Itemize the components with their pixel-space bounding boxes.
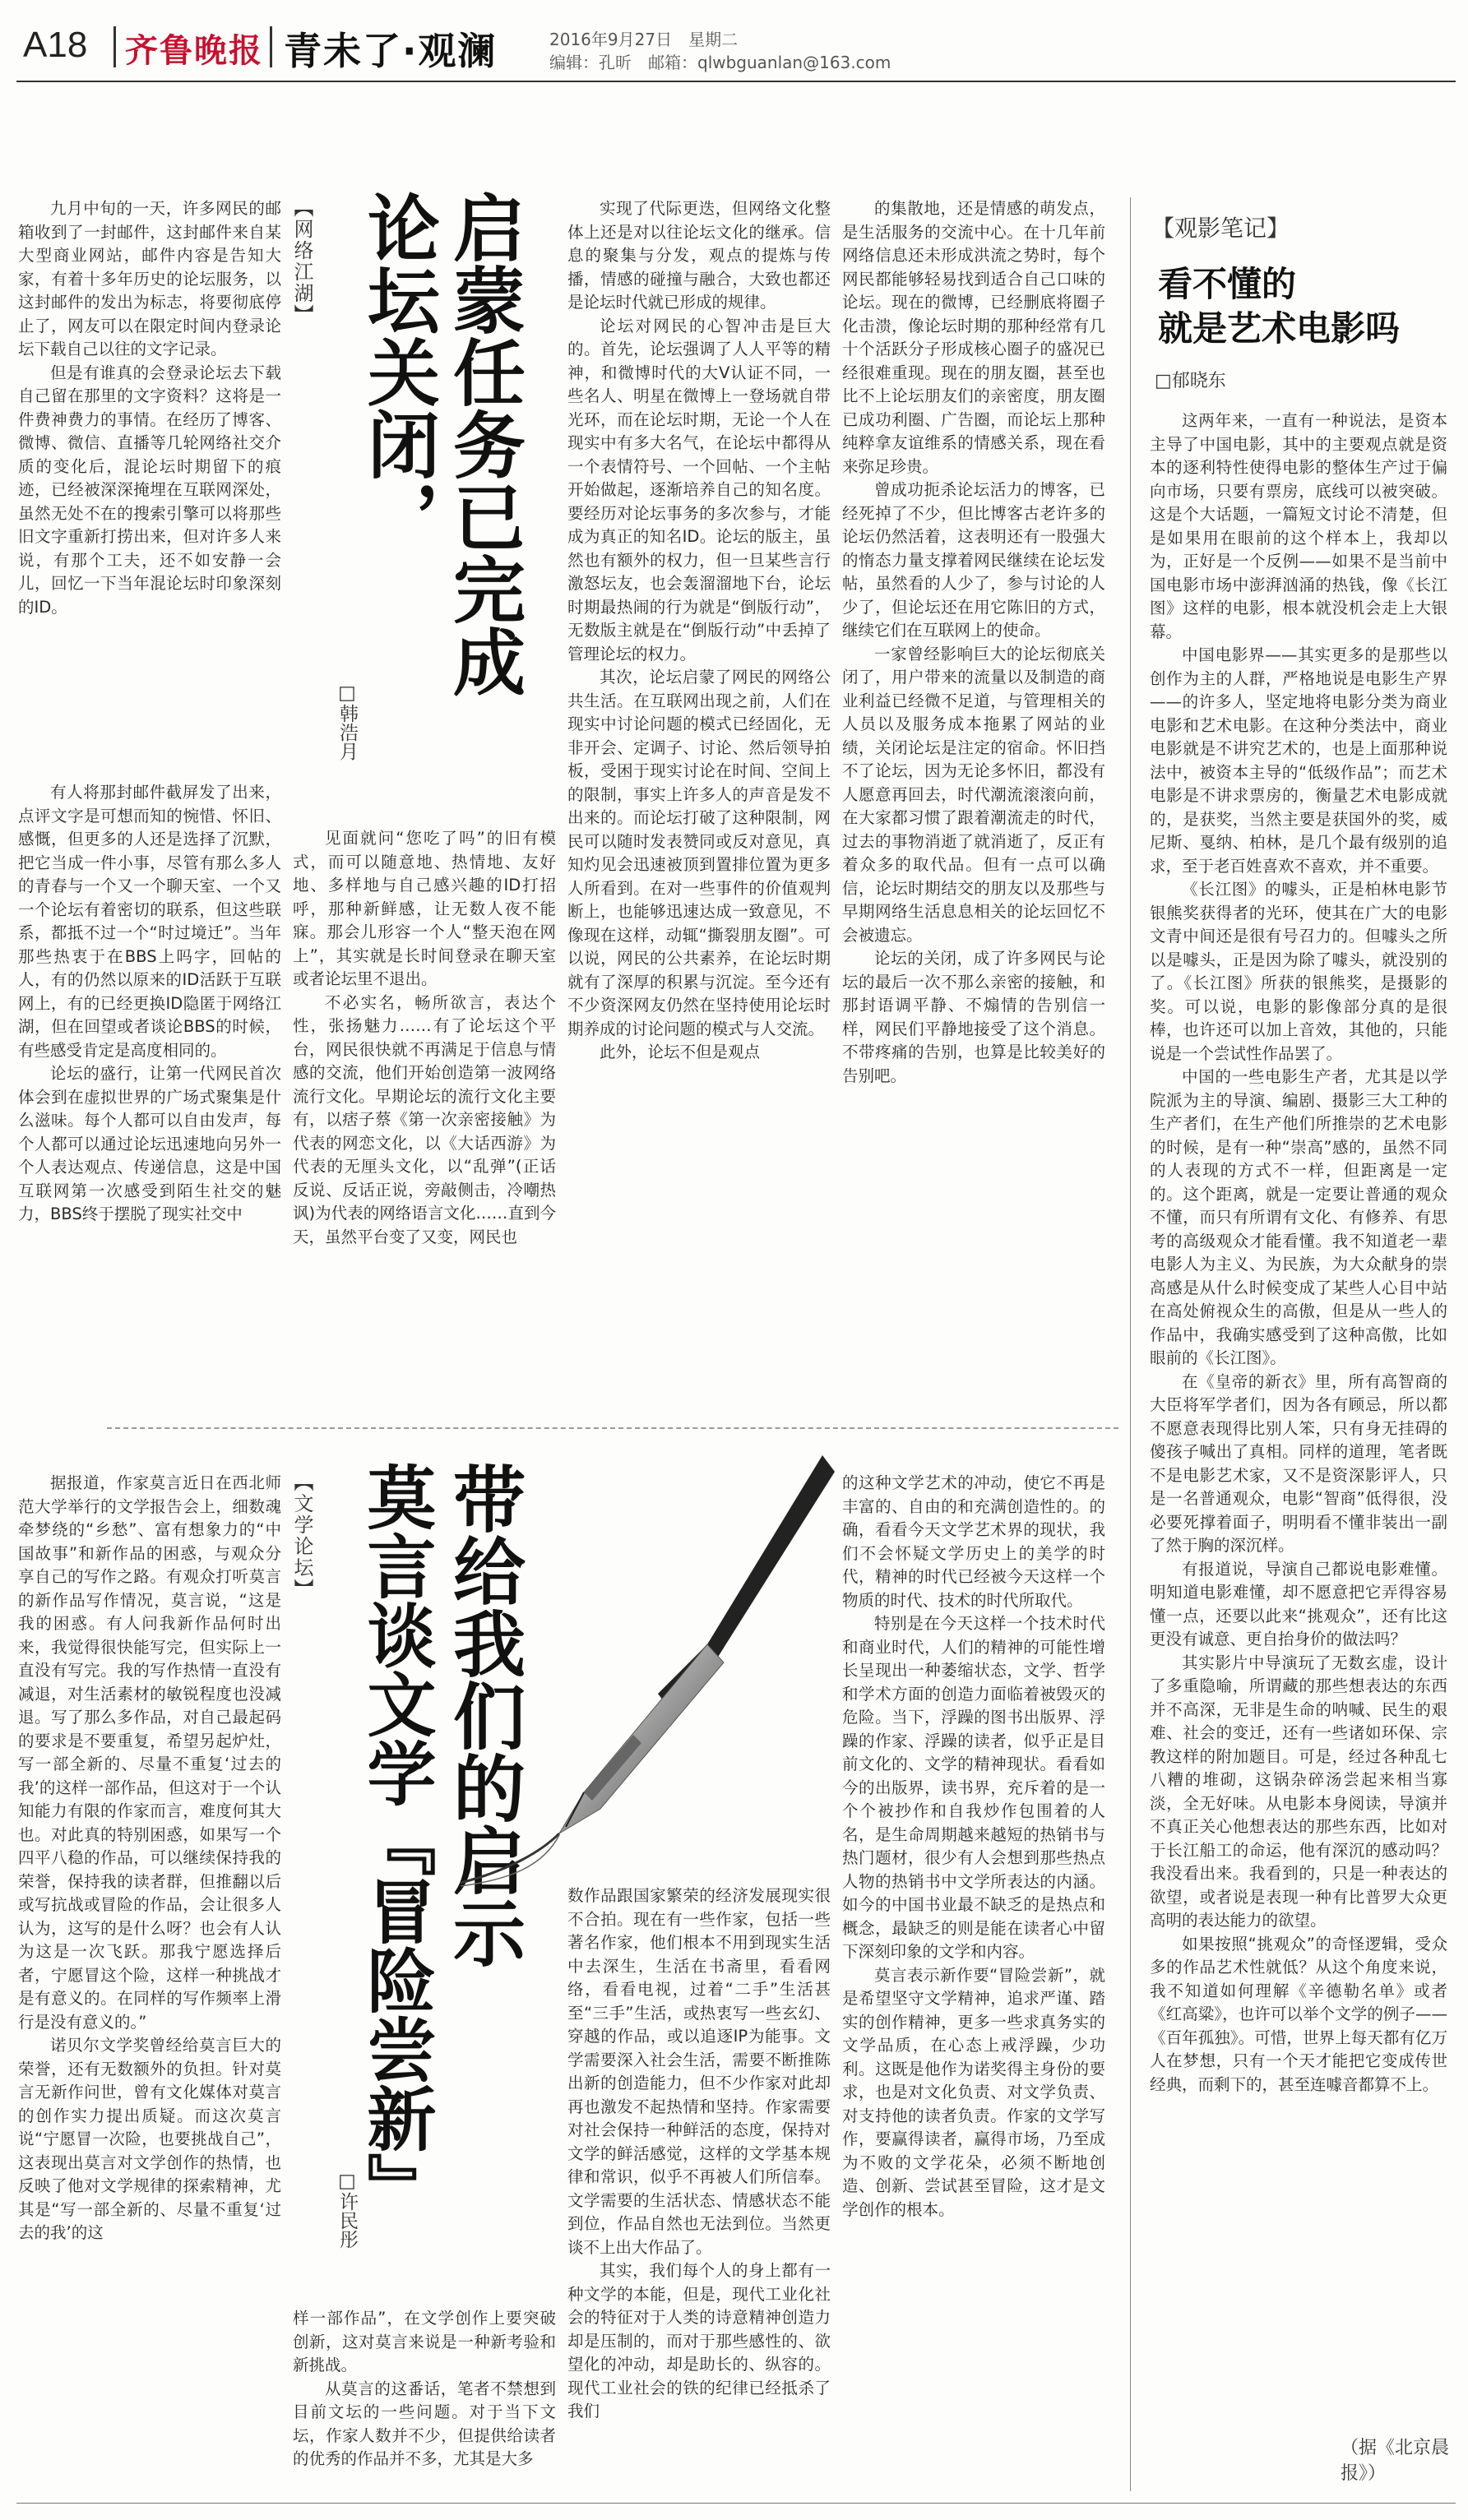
article2-paragraph: 中国的一些电影生产者，尤其是以学院派为主的导演、编剧、摄影三大工种的生产者们，在生产他们所推崇的艺术电影的时候，是有一种“崇高”感的，虽然不同的人表现的方式不一样，但距离是一定的。这个距离，就是一定要让普通的观众不懂，而只有所谓有文化、有修养、有思考的高级观众才能看懂。我不知道老一辈电影人为主义、为民族，为大众献身的崇高感是从什么时候变成了某些人心目中站在高处俯视众生的高傲，但是从一些人的作品中，我确实感受到了这种高傲，比如眼前的《长江图》。 — [1150, 1067, 1447, 1367]
article3-paragraph: 其实，我们每个人的身上都有一种文学的本能，但是，现代工业化社会的特征对于人类的诗意精神创造力却是压制的，而对于那些感性的、欲望化的冲动，却是助长的、纵容的。现代工业社会的铁的纪律已经抵杀了我们 — [567, 2261, 831, 2421]
article3-paragraph: 从莫言的这番话，笔者不禁想到目前文坛的一些问题。对于当下文坛，作家人数并不少，但提供给读者的优秀的作品并不多，尤其是大多 — [293, 2379, 556, 2468]
article2-paragraph: 《长江图》的噱头，正是柏林电影节银熊奖获得者的光环，使其在广大的电影文青中间还是很有号召力的。但噱头之所以是噱头，正是因为除了噱头，就没别的了。《长江图》所获的银熊奖，是摄影的奖。可以说，电影的影像部分真的是很棒，也许还可以加上音效，其他的，只能说是一个尝试性作品罢了。 — [1150, 880, 1447, 1063]
article1-paragraph: 其次，论坛启蒙了网民的网络公共生活。在互联网出现之前，人们在现实中讨论问题的模式已经固化，无非开会、定调子、讨论、然后领导拍板，受困于现实讨论在时间、空间上的限制，事实上许多人的声音是发不出来的。而论坛打破了这种限制，网民可以随时发表赞同或反对意见，真知灼见会迅速被顶到置排位置为更多人所看到。在对一些事件的价值观判断上，也能够迅速达成一致意见，不像现在这样，动辄“撕裂朋友圈”。可以说，网民的公共素养，在论坛时期就有了深厚的积累与沉淀。至今还有不少资深网友仍然在坚持使用论坛时期养成的讨论问题的模式与人交流。 — [567, 668, 831, 1038]
article1-paragraph: 但是有谁真的会登录论坛去下载自己留在那里的文字资料？这将是一件费神费力的事情。在经历了博客、微博、微信、直播等几轮网络社交介质的变化后，混论坛时期留下的痕迹，已经被深深掩埋在互联网深处，虽然无处不在的搜索引擎可以将那些旧文字重新打捞出来，但对许多人来说，有那个工夫，还不如安静一会儿，回忆一下当年混论坛时印象深刻的ID。 — [18, 363, 281, 617]
article2-paragraph: 其实影片中导演玩了无数玄虚，设计了多重隐喻，所谓藏的那些想表达的东西并不高深，无非是生命的呐喊、民生的艰难、社会的变迁，还有一些诸如环保、宗教这样的附加题目。可是，经过各种乱七八糟的堆砌，这锅杂碎汤尝起来相当寡淡，全无好味。从电影本身阅读，导演并不真正关心他想表达的那些东西，比如对于长江船工的命运，他有深沉的感动吗？我没看出来。我看到的，只是一种表达的欲望，或者说是表现一种有比普罗大众更高明的表达能力的欲望。 — [1150, 1653, 1447, 1930]
article3-paragraph: 的这种文学艺术的冲动，使它不再是丰富的、自由的和充满创造性的。的确，看看今天文学艺术界的现状，我们不会怀疑文学历史上的美学的时代，精神的时代已经被今天这样一个物质的时代、技术的时代所取代。 — [842, 1473, 1105, 1610]
article2-tag: 【观影笔记】 — [1151, 215, 1290, 242]
article2-paragraph: 在《皇帝的新衣》里，所有高智商的大臣将军学者们，因为各有顾忌，所以都不愿意表现得比别人笨，只有身无挂碍的傻孩子喊出了真相。同样的道理，笔者既不是电影艺术家，又不是资深影评人，只是一名普通观众，电影“智商”低得很，没必要死撑着面子，明明看不懂非装出一副了然于胸的深沉样。 — [1150, 1371, 1447, 1555]
article1-paragraph: 有人将那封邮件截屏发了出来，点评文字是可想而知的惋惜、怀旧、感慨，但更多的人还是选择了沉默，把它当成一件小事，尽管有那么多人的青春与一个又一个聊天室、一个又一个论坛有着密切的联系，但这些联系，都抵不过一个“时过境迁”。当年那些热衷于在BBS上吗字，回帖的人，有的仍然以原来的ID活跃于互联网上，有的已经更换ID隐匿于网络江湖，但在回望或者谈论BBS的时候，有些感受肯定是高度相同的。 — [18, 783, 281, 1060]
article3-paragraph: 莫言表示新作要“冒险尝新”，就是希望坚守文学精神，追求严谨、踏实的创作精神，更多一些求真务实的文学品质，在心态上戒浮躁，少功利。这既是他作为诺奖得主身份的要求，也是对文化负责、对文学负责、对支持他的读者负责。作家的文学写作，要赢得读者，赢得市场，乃至成为不败的文学花朵，必须不断地创造、创新、尝试甚至冒险，这才是文学创作的根本。 — [842, 1965, 1105, 2219]
article1-title-line2: 论坛关闭， — [356, 191, 441, 553]
page-number: A18 — [23, 25, 88, 65]
section-title: 青未了·观澜 — [284, 29, 498, 73]
article2-title-line2: 就是艺术电影吗 — [1158, 308, 1401, 349]
article1-paragraph: 一家曾经影响巨大的论坛彻底关闭了，用户带来的流量以及制造的商业利益已经微不足道，与管理相关的人员以及服务成本拖累了网站的业绩，关闭论坛是注定的宿命。怀旧挡不了论坛，因为无论多怀旧，都没有人愿意再回去，时代潮流滚滚向前，在大家都习惯了跟着潮流走的时代，过去的事物消逝了就消逝了，反正有着众多的取代品。但有一点可以确信，论坛时期结交的朋友以及那些与早期网络生活息息相关的论坛回忆不会被遗忘。 — [842, 644, 1105, 945]
article1-col4 — [842, 197, 1105, 1413]
article3-col2-bottom — [293, 2307, 556, 2491]
article1-paragraph: 见面就问“您吃了吗”的旧有模式，而可以随意地、热情地、友好地、多样地与自己感兴趣的ID打招呼，那种新鲜感，让无数人夜不能寐。那会儿形容一个人“整天泡在网上”，其实就是长时间登录在聊天室或者论坛里不退出。 — [293, 829, 556, 988]
article2-paragraph: 这两年来，一直有一种说法，是资本主导了中国电影，其中的主要观点就是资本的逐利特性使得电影的整体生产过于偏向市场，只要有票房，底线可以被突破。这是个大话题，一篇短文讨论不清楚，但是如果用在眼前的这个样本上，我却以为，正好是一个反例——如果不是当前中国电影市场中澎湃汹涌的热钱，像《长江图》这样的电影，根本就没机会走上大银幕。 — [1150, 411, 1447, 641]
article3-paragraph: 样一部作品”，在文学创作上要突破创新，这对莫言来说是一种新考验和新挑战。 — [293, 2309, 556, 2374]
article1-author: □韩浩月 — [336, 682, 358, 761]
article2-author: □郁晓东 — [1155, 371, 1226, 391]
article1-paragraph: 九月中旬的一天，许多网民的邮箱收到了一封邮件，这封邮件来自某大型商业网站，邮件内容是告知大家，有着十多年历史的论坛服务，以这封邮件的发出为标志，将要彻底停止了，网友可以在限定时间内登录论坛下载自己以往的文字记录。 — [18, 199, 281, 358]
article1-paragraph: 论坛的盛行，让第一代网民首次体会到在虚拟世界的广场式聚集是什么滋味。每个人都可以自由发声，每个人都可以通过论坛迅速地向另外一个人表达观点、传递信息，这是中国互联网第一次感受到陌生社交的魅力，BBS终于摆脱了现实社交中 — [18, 1064, 281, 1223]
article1-col1-top — [18, 197, 281, 771]
article2-body — [1150, 409, 1447, 2422]
article3-paragraph: 诺贝尔文学奖曾经给莫言巨大的荣誉，还有无数额外的负担。针对莫言无新作问世，曾有文化媒体对莫言的创作实力提出质疑。而这次莫言说“宁愿冒一次险，也要挑战自己”，这表现出莫言对文学创作的热情，也反映了他对文学规律的探索精神，尤其是“写一部全新的、尽量不重复‘过去的我’的这 — [18, 2036, 281, 2242]
article1-tag: 【网络江湖】 — [290, 197, 313, 326]
issue-date: 2016年9月27日 星期二 — [549, 30, 739, 49]
article3-author: □许民彤 — [336, 2171, 358, 2249]
article1-paragraph: 论坛对网民的心智冲击是巨大的。首先，论坛强调了人人平等的精神，和微博时代的大V认证不同，一些名人、明星在微博上一登场就自带光环，而在论坛时期，无论一个人在现实中有多大名气，在论坛中都得从一个表情符号、一个回帖、一个主帖开始做起，逐渐培养自己的知名度。要经历对论坛事务的多次参与，才能成为真正的知名ID。论坛的版主，虽然也有额外的权力，但一旦某些言行激怒坛友，也会轰溜溜地下台，论坛时期最热闹的行为就是“倒版行动”，无数版主就是在“倒版行动”中丢掉了管理论坛的权力。 — [567, 316, 831, 664]
header-rule — [16, 81, 1456, 82]
article1-col3 — [567, 197, 831, 1413]
article-divider — [107, 1427, 1118, 1429]
article1-paragraph: 实现了代际更迭，但网络文化整体上还是对以往论坛文化的继承。信息的聚集与分发，观点的提炼与传播，情感的碰撞与融合，大致也都还是论坛时代就已形成的规律。 — [567, 199, 831, 312]
article2-paragraph: 如果按照“挑观众”的奇怪逻辑，受众多的作品艺术性就低？从这个角度来说，我不知道如何理解《辛德勒名单》或者《红高粱》，也许可以举个文学的例子——《百年孤独》。可惜，世界上每天都有亿万人在梦想，只有一个天才能把它变成传世经典，而剩下的，甚至连噱音都算不上。 — [1150, 1934, 1447, 2094]
article1-paragraph: 不必实名，畅所欲言，表达个性，张扬魅力……有了论坛这个平台，网民很快就不再满足于信息与情感的交流，他们开始创造第一波网络流行文化。早期论坛的流行文化主要有，以痞子蔡《第一次亲密接触》为代表的网恋文化，以《大话西游》为代表的无厘头文化，以“乱弹”(正话反说、反话正说，旁敲侧击，冷嘲热讽)为代表的网络语言文化……直到今天，虽然平台变了又变，网民也 — [293, 992, 556, 1246]
article3-tag: 【文学论坛】 — [290, 1472, 313, 1600]
footer-rule — [16, 2503, 1456, 2504]
article3-title-line1: 带给我们的启示 — [442, 1462, 526, 1968]
article3-paragraph: 据报道，作家莫言近日在西北师范大学举行的文学报告会上，细数魂牵梦绕的“乡愁”、富有想象力的“中国故事”和新作品的困惑，与观众分享自己的写作之路。有观众打听莫言的新作品写作情况，莫言说，“这是我的困惑。有人问我新作品何时出来，我觉得很快能写完，但实际上一直没有写完。我的写作热情一直没有减退，对生活素材的敏锐程度也没减退。写了那么多作品，对自己最起码的要求是不要重复，希望另起炉灶，写一部全新的、尽量不重复‘过去的我’的这样一部作品，但这对于一个认知能力有限的作家而言，难度何其大也。对此真的特别困惑，如果写一个四平八稳的作品，可以继续保持我的荣誉，保持我的读者群，但推翻以后或写抗战或冒险的作品，会让很多人认为，这写的是什么呀？也会有人认为这是一次飞跃。那我宁愿选择后者，宁愿冒这个险，这样一种挑战才是有意义的。在同样的写作频率上滑行是没有意义的。” — [18, 1473, 281, 2032]
fountain-pen-illustration — [461, 1447, 839, 1891]
article3-title-line2: 莫言谈文学『冒险尝新』 — [356, 1462, 437, 2222]
article2-paragraph: 有报道说，导演自己都说电影难懂。明知道电影难懂，却不愿意把它弄得容易懂一点，还要以此来“挑观众”，还有比这更没有诚意、更自抬身价的做法吗？ — [1150, 1559, 1447, 1648]
column-divider — [1130, 197, 1131, 2491]
header-divider — [270, 26, 272, 67]
article3-col3-bottom — [567, 1884, 831, 2491]
article1-paragraph: 的集散地，还是情感的萌发点，是生活服务的交流中心。在十几年前网络信息还未形成洪流之势时，每个网民都能够轻易找到适合自己口味的论坛。现在的微博，已经删底将圈子化击溃，像论坛时期的那种经常有几十个活跃分子形成核心圈子的盛况已经很难重现。现在的朋友圈，甚至也比不上论坛朋友们的亲密度，朋友圈已成功利圈、广告圈，而论坛上那种纯粹拿友谊维系的情感关系，现在看来弥足珍贵。 — [842, 199, 1105, 476]
article3-col4 — [842, 1472, 1105, 2491]
article1-paragraph: 曾成功扼杀论坛活力的博客，已经死掉了不少，但比博客古老许多的论坛仍然活着，这表明还有一股强大的惰态力量支撑着网民继续在论坛发帖，虽然看的人少了，参与讨论的人少了，但论坛还在用它陈旧的方式，继续它们在互联网上的使命。 — [842, 480, 1105, 640]
article3-paragraph: 数作品跟国家繁荣的经济发展现实很不合拍。现在有一些作家，包括一些著名作家，他们根本不用到现实生活中去深生，生活在书斋里，看看网络，看看电视，过着“二手”生活甚至“三手”生活，或热衷写一些玄幻、穿越的作品，或以追逐IP为能事。文学需要深入社会生活，需要不断推陈出新的创造能力，但不少作家对此却再也激发不起热情和坚持。作家需要对社会保持一种鲜活的态度，保持对文学的鲜活感觉，这样的文学基本规律和常识，似乎不再被人们所信奉。文学需要的生活状态、情感状态不能到位，作品自然也无法到位。当然更谈不上出大作品了。 — [567, 1886, 831, 2257]
editor-info: 编辑：孔昕 邮箱：qlwbguanlan@163.com — [549, 53, 891, 72]
article2-source: （据《北京晨报》） — [1341, 2438, 1450, 2484]
article3-col1 — [18, 1472, 281, 2491]
article2-paragraph: 中国电影界——其实更多的是那些以创作为主的人群，严格地说是电影生产界——的许多人，坚定地将电影分类为商业电影和艺术电影。在这种分类法中，商业电影就是不讲究艺术的，也是上面那种说法中，被资本主导的“低级作品”；而艺术电影是不讲求票房的，衡量艺术电影成就的，是获奖，当然主要是获国外的奖，威尼斯、戛纳、柏林，是几个最有级别的追求，至于老百姓喜欢不喜欢，并不重要。 — [1150, 645, 1447, 876]
article1-paragraph: 论坛的关闭，成了许多网民与论坛的最后一次不那么亲密的接触，和那封语调平静、不煽情的告别信一样，网民们平静地接受了这个消息。不带疼痛的告别，也算是比较美好的告别吧。 — [842, 949, 1105, 1085]
article1-title-line1: 启蒙任务已完成 — [442, 191, 526, 697]
article2-title-line1: 看不懂的 — [1158, 264, 1297, 304]
header-divider — [113, 26, 116, 67]
article1-col1-bottom — [18, 781, 281, 1413]
article1-col2-bottom — [293, 827, 556, 1413]
masthead-logo: 齐鲁晚报 — [125, 31, 263, 70]
article1-paragraph: 此外，论坛不但是观点 — [600, 1043, 761, 1061]
article3-paragraph: 特别是在今天这样一个技术时代和商业时代，人们的精神的可能性增长呈现出一种萎缩状态，文学、哲学和学术方面的创造力面临着被毁灭的危险。当下，浮躁的图书出版界、浮躁的作家、浮躁的读者，似乎正是目前文化的、文学的精神现状。看看如今的出版界，读书界，充斥着的是一个个被抄作和自我炒作包围着的人名，是生命周期越来越短的热销书与热门题材，很少有人会想到那些热点人物的热销书中文学所表达的内涵。如今的中国书业最不缺乏的是热点和概念，最缺乏的则是能在读者心中留下深刻印象的文学和内容。 — [842, 1614, 1105, 1961]
